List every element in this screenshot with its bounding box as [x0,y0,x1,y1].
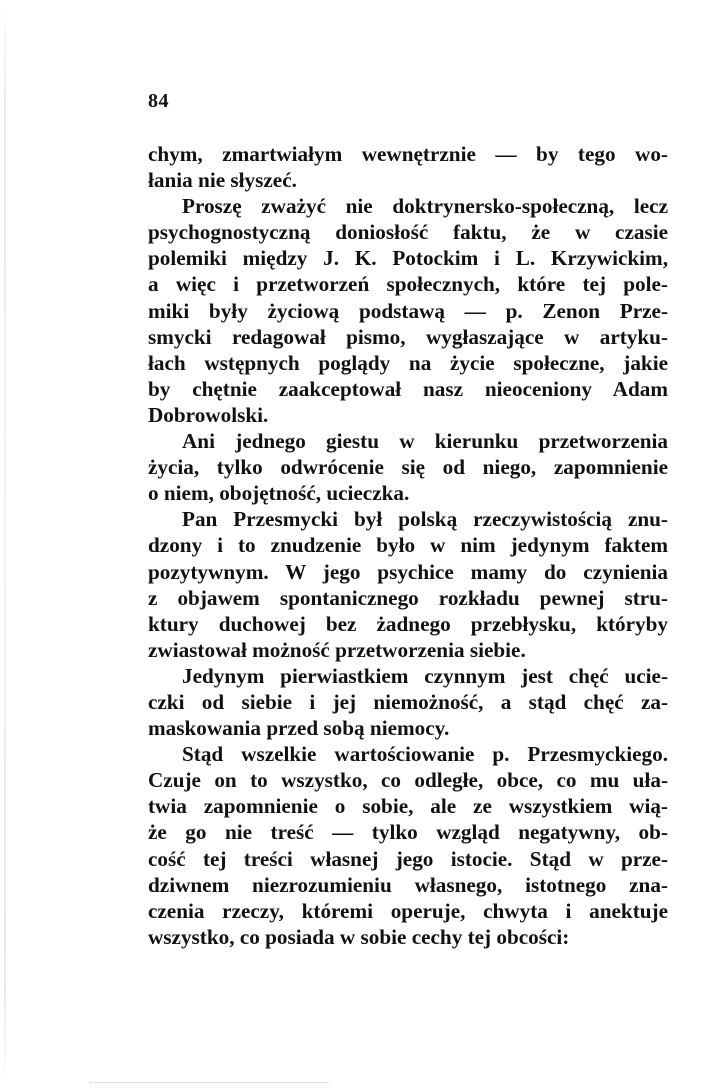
text-line: że go nie treść — tylko wzgląd negatywny, ob- [148,820,668,845]
text-line: Ani jednego giestu w kierunku przetworzenia [182,429,668,454]
text-line: Jedynym pierwiastkiem czynnym jest chęć ucie- [182,663,668,688]
paragraph [148,506,668,663]
paragraph [148,741,668,950]
text-line: psychognostyczną doniosłość faktu, że w czasie [148,220,668,245]
text-line: dzony i to znudzenie było w nim jedynym faktem [148,533,668,558]
text-line: życia, tylko odwrócenie się od niego, zapomnienie [148,455,668,480]
text-line: łania nie słyszeć. [148,168,297,193]
paragraph [148,428,668,506]
text-line: a więc i przetworzeń społecznych, które tej pole- [148,272,668,297]
text-line: maskowania przed sobą niemocy. [148,716,450,741]
body-text [148,141,668,950]
text-line: Pan Przesmycki był polską rzeczywistością znu- [182,507,668,532]
text-line: zwiastował możność przetworzenia siebie. [148,637,526,662]
text-line: ktury duchowej bez żadnego przebłysku, któryby [148,611,668,636]
text-line: czki od siebie i jej niemożność, a stąd chęć za- [148,689,668,714]
text-line: z objawem spontanicznego rozkładu pewnej stru- [148,585,668,610]
text-line: twia zapomnienie o sobie, ale ze wszystkiem wią- [148,794,668,819]
scan-artifact [90,1082,330,1084]
text-line: smycki redagował pismo, wygłaszające w artyku- [148,324,668,349]
paragraph [148,193,668,428]
paragraph [148,141,668,193]
text-line: Dobrowolski. [148,402,269,427]
page-number: 84 [148,90,169,112]
text-line: wszystko, co posiada w sobie cechy tej obcości: [148,924,570,949]
text-line: miki były życiową podstawą — p. Zenon Prze- [148,298,668,323]
text-line: pozytywnym. W jego psychice mamy do czynienia [148,559,668,584]
binding-gutter [4,0,6,1090]
text-line: Czuje on to wszystko, co odległe, obce, co mu uła- [148,768,668,793]
paragraph [148,663,668,741]
text-line: polemiki między J. K. Potockim i L. Krzywickim, [148,246,668,271]
text-line: dziwnem niezrozumieniu własnego, istotnego zna- [148,872,668,897]
text-line: łach wstępnych poglądy na życie społeczne, jakie [148,350,668,375]
text-line: Stąd wszelkie wartościowanie p. Przesmyckiego. [182,742,668,767]
text-line: o niem, obojętność, ucieczka. [148,481,410,506]
text-line: chym, zmartwiałym wewnętrznie — by tego wo- [148,142,668,166]
text-line: czenia rzeczy, któremi operuje, chwyta i anektuje [148,898,668,923]
text-line: by chętnie zaakceptował nasz nieoceniony Adam [148,376,668,401]
text-line: cość tej treści własnej jego istocie. Stąd w prze- [148,846,668,871]
text-line: Proszę zważyć nie doktrynersko-społeczną, lecz [182,194,668,219]
